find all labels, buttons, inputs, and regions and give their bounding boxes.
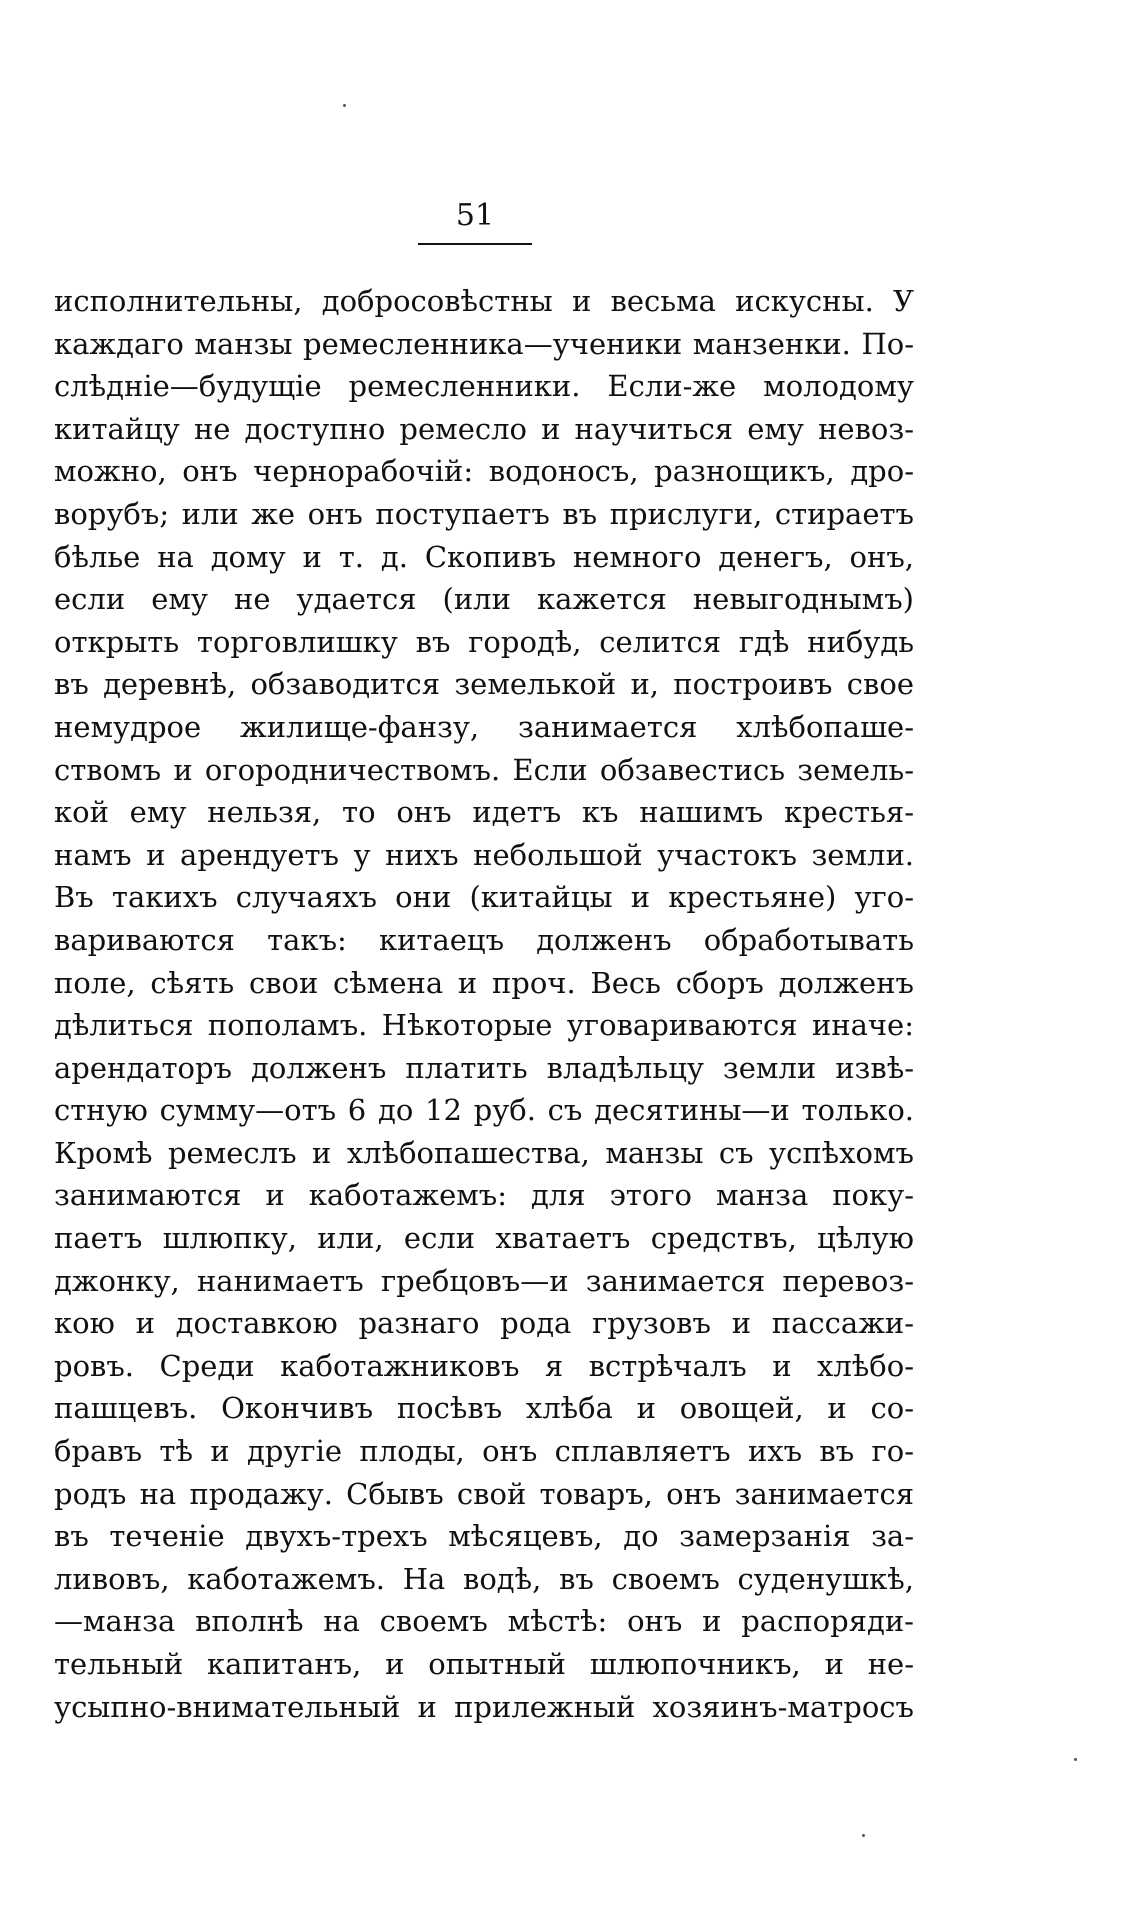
text-line: Въ такихъ случаяхъ они (китайцы и крестьяне) уго- [54, 880, 914, 915]
text-line: китайцу не доступно ремесло и научиться ему невоз- [54, 411, 914, 446]
text-line: —манза вполнѣ на своемъ мѣстѣ: онъ и распоряди- [54, 1604, 914, 1639]
text-line: намъ и арендуетъ у нихъ небольшой участокъ земли. [54, 837, 914, 872]
text-line: стную сумму—отъ 6 до 12 руб. съ десятины—и только. [54, 1093, 914, 1128]
text-line: усыпно-внимательный и прилежный хозяинъ-матросъ [54, 1689, 914, 1724]
text-line: исполнительны, добросовѣстны и весьма искусны. У [54, 284, 914, 318]
text-line: ровъ. Среди каботажниковъ я встрѣчалъ и хлѣбо- [54, 1348, 914, 1383]
print-speck [862, 1834, 865, 1837]
text-line: немудрое жилище-фанзу, занимается хлѣбопаше- [54, 709, 914, 744]
text-line: можно, онъ чернорабочій: водоносъ, разнощикъ, дро- [54, 454, 914, 489]
text-line: слѣдніе—будущіе ремесленники. Если-же молодому [54, 369, 914, 404]
text-line: кой ему нельзя, то онъ идетъ къ нашимъ крестья- [54, 795, 914, 830]
text-line: въ теченіе двухъ-трехъ мѣсяцевъ, до замерзанія за- [54, 1519, 914, 1554]
print-speck [1074, 1758, 1077, 1761]
body-text [54, 280, 914, 1728]
text-line: ствомъ и огородничествомъ. Если обзавестись земель- [54, 752, 914, 787]
text-line: арендаторъ долженъ платить владѣльцу земли извѣ- [54, 1050, 914, 1085]
print-speck [343, 104, 346, 107]
text-line: Кромѣ ремеслъ и хлѣбопашества, манзы съ успѣхомъ [54, 1135, 914, 1170]
text-line: паетъ шлюпку, или, если хватаетъ средствъ, цѣлую [54, 1221, 914, 1256]
text-line: пашцевъ. Окончивъ посѣвъ хлѣба и овощей, и со- [54, 1391, 914, 1426]
text-line: каждаго манзы ремесленника—ученики манзенки. По- [54, 326, 914, 361]
text-line: бравъ тѣ и другіе плоды, онъ сплавляетъ ихъ въ го- [54, 1434, 914, 1469]
text-line: бѣлье на дому и т. д. Скопивъ немного денегъ, онъ, [54, 539, 914, 574]
text-line: кою и доставкою разнаго рода грузовъ и пассажи- [54, 1306, 914, 1341]
text-line: ливовъ, каботажемъ. На водѣ, въ своемъ суденушкѣ, [54, 1561, 914, 1596]
text-line: джонку, нанимаетъ гребцовъ—и занимается перевоз- [54, 1263, 914, 1298]
text-line: ворубъ; или же онъ поступаетъ въ прислуги, стираетъ [54, 496, 914, 531]
text-line: поле, сѣять свои сѣмена и проч. Весь сборъ долженъ [54, 965, 914, 1000]
page-number-rule [418, 243, 532, 245]
text-line: дѣлиться пополамъ. Нѣкоторые уговариваются иначе: [54, 1008, 914, 1043]
page-number: 51 [455, 198, 495, 233]
text-line: родъ на продажу. Сбывъ свой товаръ, онъ занимается [54, 1476, 914, 1511]
text-line: занимаются и каботажемъ: для этого манза поку- [54, 1178, 914, 1213]
text-line: если ему не удается (или кажется невыгоднымъ) [54, 582, 914, 617]
text-line: вариваются такъ: китаецъ долженъ обработывать [54, 922, 914, 957]
text-line: въ деревнѣ, обзаводится земелькой и, построивъ свое [54, 667, 914, 702]
text-line: открыть торговлишку въ городѣ, селится гдѣ нибудь [54, 624, 914, 659]
text-line: тельный капитанъ, и опытный шлюпочникъ, и не- [54, 1647, 914, 1681]
